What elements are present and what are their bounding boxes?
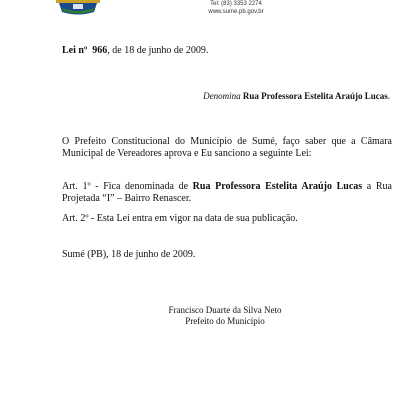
- intro-paragraph: O Prefeito Constitucional do Município de Sumé, faço saber que a Câmara Municipal de Vereadores aprova e Eu sanciono a seguinte Lei:: [62, 136, 392, 159]
- header-contact: [176, 0, 296, 16]
- article-1-after: a Rua Projetada “I” – Bairro Renascer.: [62, 181, 392, 204]
- crest-top-band: [56, 0, 100, 3]
- signatory-name: Francisco Duarte da Silva Neto: [168, 305, 282, 315]
- law-date: , de 18 de junho de 2009.: [107, 45, 209, 56]
- signatory-role: Prefeito do Município: [185, 316, 265, 326]
- header-phone: Tel: (83) 3353 2274: [210, 1, 262, 7]
- header-website: www.sume.pb.gov.br: [208, 9, 264, 15]
- ementa-verb: Denomina: [203, 91, 241, 101]
- law-title: [62, 45, 208, 56]
- article-2: Art. 2º - Esta Lei entra em vigor na data de sua publicação.: [62, 213, 298, 224]
- place-date: Sumé (PB), 18 de junho de 2009.: [62, 249, 196, 260]
- law-ementa: [203, 91, 390, 101]
- law-prefix: Lei nº: [62, 45, 88, 56]
- crest-center: [73, 4, 83, 9]
- ementa-end: .: [387, 91, 390, 101]
- law-number: 966: [92, 45, 108, 56]
- municipal-crest-logo: [56, 0, 100, 16]
- article-1-before: Art. 1º - Fica denominada de: [62, 181, 193, 192]
- article-1: [62, 181, 392, 205]
- article-1-street-name: Rua Professora Estelita Araújo Lucas: [192, 181, 363, 192]
- signature-block: [150, 305, 300, 327]
- ementa-subject: Rua Professora Estelita Araújo Lucas: [242, 91, 388, 101]
